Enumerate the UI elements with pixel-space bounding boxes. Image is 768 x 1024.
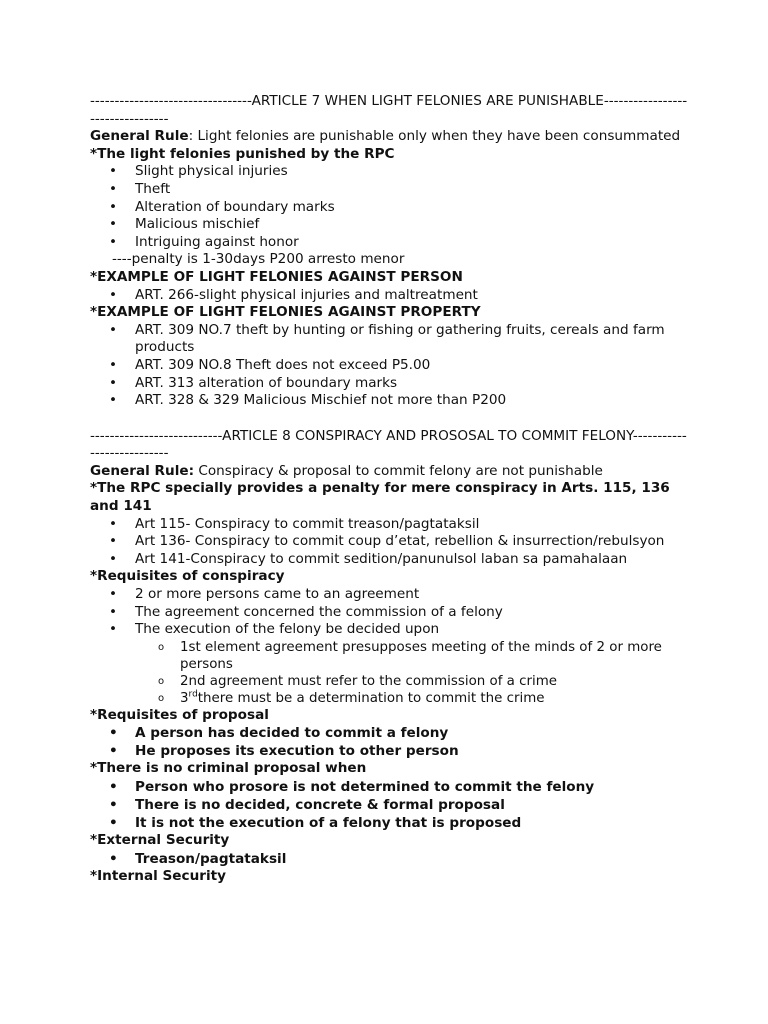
sub-list-item: [180, 690, 690, 707]
list-item: • Alteration of boundary marks: [135, 199, 690, 217]
general-rule-label: General Rule: [90, 128, 189, 145]
list-item: • Slight physical injuries: [135, 163, 690, 181]
conspiracy-element-sublist: [135, 639, 690, 707]
article-7-heading: ---------------------------------ARTICLE 7 WHEN LIGHT FELONIES ARE PUNISHABLE---------------------------------: [90, 93, 688, 127]
list-item: • ART. 313 alteration of boundary marks: [135, 375, 690, 393]
proposal-requisites-heading: *Requisites of proposal: [90, 706, 269, 723]
external-security-heading: *External Security: [90, 832, 230, 848]
list-item: • Art 136- Conspiracy to commit coup d’etat, rebellion & insurrection/rebulsyon: [135, 533, 690, 551]
penalty-note: ----penalty is 1-30days P200 arresto menor: [112, 251, 405, 268]
general-rule-text: Conspiracy & proposal to commit felony are not punishable: [194, 462, 603, 479]
against-person-heading: *EXAMPLE OF LIGHT FELONIES AGAINST PERSON: [90, 268, 463, 285]
list-item: • Art 141-Conspiracy to commit sedition/panunulsol laban sa pamahalaan: [135, 551, 690, 569]
sub-list-item: o 1st element agreement presupposes meeting of the minds of 2 or more persons: [180, 639, 690, 673]
article-8-general-rule: [90, 463, 690, 481]
external-security-list: [90, 850, 690, 868]
punished-felonies-heading: *The light felonies punished by the RPC: [90, 145, 395, 162]
conspiracy-requisites-list: [90, 586, 690, 707]
list-item: • Malicious mischief: [135, 216, 690, 234]
list-item-text: The execution of the felony be decided upon: [135, 621, 440, 638]
ordinal-suffix: rd: [188, 689, 198, 700]
list-item: • A person has decided to commit a felony: [135, 724, 690, 742]
list-item: • ART. 309 NO.8 Theft does not exceed P5.00: [135, 357, 690, 375]
sub-list-item: o 2nd agreement must refer to the commission of a crime: [180, 673, 690, 690]
against-property-heading: *EXAMPLE OF LIGHT FELONIES AGAINST PROPERTY: [90, 304, 481, 321]
conspiracy-requisites-heading: *Requisites of conspiracy: [90, 568, 285, 585]
no-proposal-list: [90, 778, 690, 832]
document-body: [90, 93, 690, 885]
list-item: [135, 621, 690, 707]
punished-felonies-list: [90, 163, 690, 251]
conspiracy-penalty-heading: *The RPC specially provides a penalty for mere conspiracy in Arts. 115, 136 and 141: [90, 480, 670, 515]
list-item: • ART. 266-slight physical injuries and maltreatment: [135, 287, 690, 305]
against-person-list: [90, 287, 690, 305]
list-item: • Art 115- Conspiracy to commit treason/pagtataksil: [135, 516, 690, 534]
against-property-list: [90, 322, 690, 410]
list-item: • 2 or more persons came to an agreement: [135, 586, 690, 604]
list-item: • Theft: [135, 181, 690, 199]
no-proposal-heading: *There is no criminal proposal when: [90, 760, 367, 777]
article-8-heading: ---------------------------ARTICLE 8 CONSPIRACY AND PROSOSAL TO COMMIT FELONY---------------------------: [90, 427, 687, 462]
list-item: • ART. 309 NO.7 theft by hunting or fishing or gathering fruits, cereals and farm products: [135, 322, 690, 357]
section-spacer: [90, 410, 690, 428]
proposal-requisites-list: [90, 724, 690, 760]
list-item: • Treason/pagtataksil: [135, 850, 690, 868]
ordinal-number: 3: [180, 690, 189, 706]
general-rule-text: : Light felonies are punishable only when they have been consummated: [188, 128, 681, 145]
list-item: • He proposes its execution to other person: [135, 742, 690, 760]
list-item: • The agreement concerned the commission of a felony: [135, 604, 690, 622]
conspiracy-penalty-list: [90, 516, 690, 569]
list-item: • ART. 328 & 329 Malicious Mischief not more than P200: [135, 392, 690, 410]
article-7-general-rule: [90, 128, 690, 146]
list-item: • Person who prosore is not determined to commit the felony: [135, 778, 690, 796]
list-item: • There is no decided, concrete & formal proposal: [135, 796, 690, 814]
sub-list-item-text: there must be a determination to commit the crime: [197, 690, 545, 706]
general-rule-label: General Rule:: [90, 462, 195, 479]
list-item: • It is not the execution of a felony that is proposed: [135, 814, 690, 832]
list-item: • Intriguing against honor: [135, 234, 690, 252]
internal-security-heading: *Internal Security: [90, 867, 226, 884]
